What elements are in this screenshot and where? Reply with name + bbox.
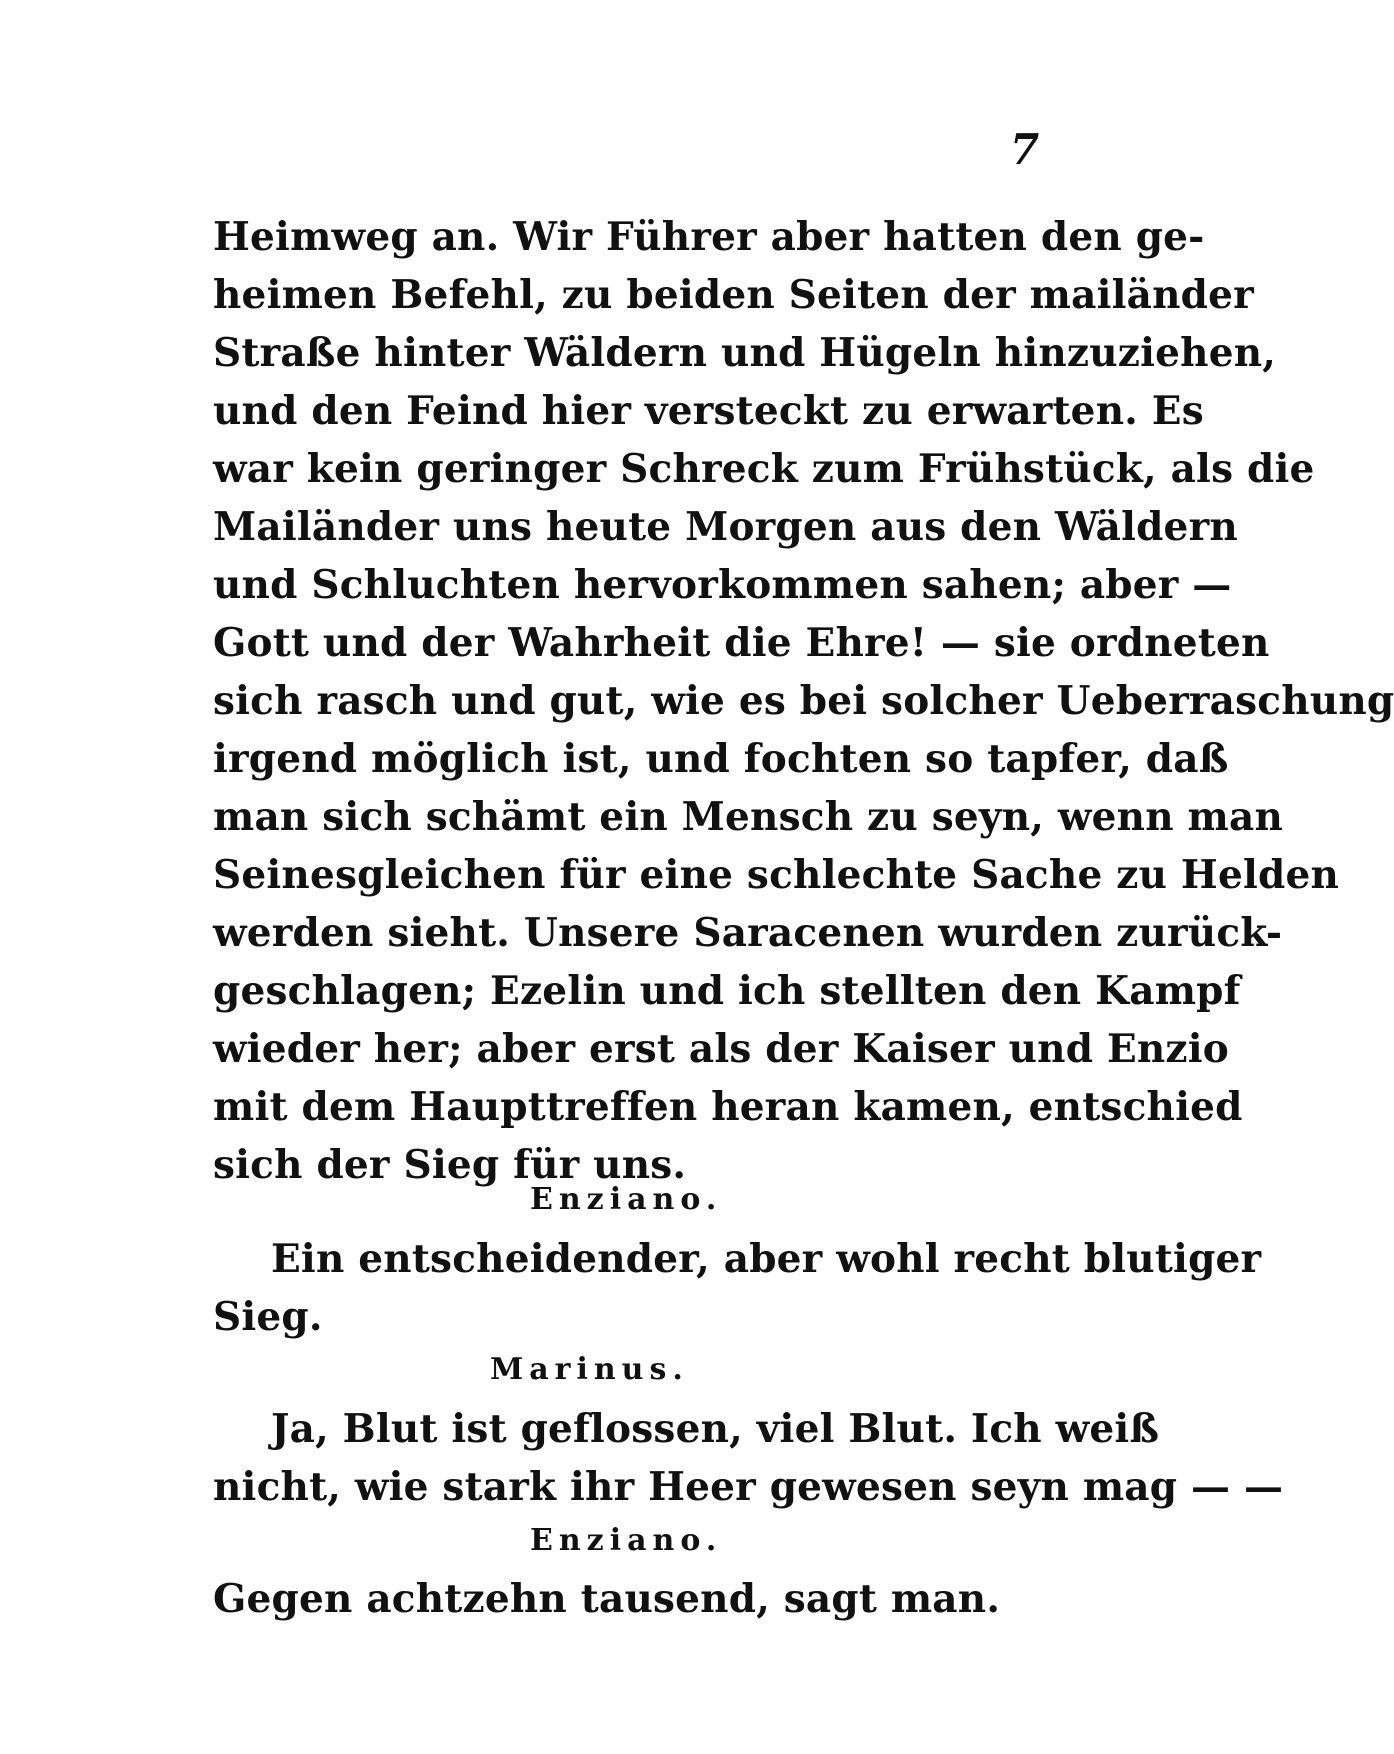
text-line: und Schluchten hervorkommen sahen; aber — [213, 562, 1232, 608]
text-line: Straße hinter Wäldern und Hügeln hinzuziehen, [213, 330, 1277, 376]
paragraph-speech [213, 1570, 1033, 1628]
text-line: man sich schämt ein Mensch zu seyn, wenn man [213, 794, 1284, 840]
text-line: Seinesgleichen für eine schlechte Sache zu Helden [213, 852, 1340, 898]
text-line: Sieg. [213, 1294, 323, 1340]
text-line: mit dem Haupttreffen heran kamen, entschied [213, 1084, 1243, 1130]
text-line: Mailänder uns heute Morgen aus den Wäldern [213, 504, 1238, 550]
text-line: Ja, Blut ist geflossen, viel Blut. Ich weiß [271, 1406, 1160, 1452]
text-line: wieder her; aber erst als der Kaiser und Enzio [213, 1026, 1230, 1072]
speaker-name: Marinus. [490, 1352, 689, 1387]
text-line: werden sieht. Unsere Saracenen wurden zurück- [213, 910, 1283, 956]
paragraph-main [213, 208, 1394, 1194]
text-line: nicht, wie stark ihr Heer gewesen seyn mag — — [213, 1464, 1284, 1510]
text-line: Heimweg an. Wir Führer aber hatten den ge- [213, 214, 1205, 260]
speaker-name: Enziano. [530, 1182, 723, 1217]
text-line: und den Feind hier versteckt zu erwarten. Es [213, 388, 1204, 434]
text-line: war kein geringer Schreck zum Frühstück, als die [213, 446, 1315, 492]
text-line: geschlagen; Ezelin und ich stellten den Kampf [213, 968, 1241, 1014]
text-line: Gegen achtzehn tausend, sagt man. [213, 1576, 1001, 1622]
text-line: sich rasch und gut, wie es bei solcher Ueberraschung [213, 678, 1394, 724]
text-line: sich der Sieg für uns. [213, 1142, 687, 1188]
page-number: 7 [1010, 125, 1040, 174]
paragraph-speech [213, 1230, 1262, 1346]
text-line: irgend möglich ist, und fochten so tapfer, daß [213, 736, 1229, 782]
text-line: Gott und der Wahrheit die Ehre! — sie ordneten [213, 620, 1270, 666]
text-line: heimen Befehl, zu beiden Seiten der mailänder [213, 272, 1254, 318]
text-line: Ein entscheidender, aber wohl recht blutiger [271, 1236, 1262, 1282]
paragraph-speech [213, 1400, 1284, 1516]
speaker-name: Enziano. [530, 1523, 723, 1558]
